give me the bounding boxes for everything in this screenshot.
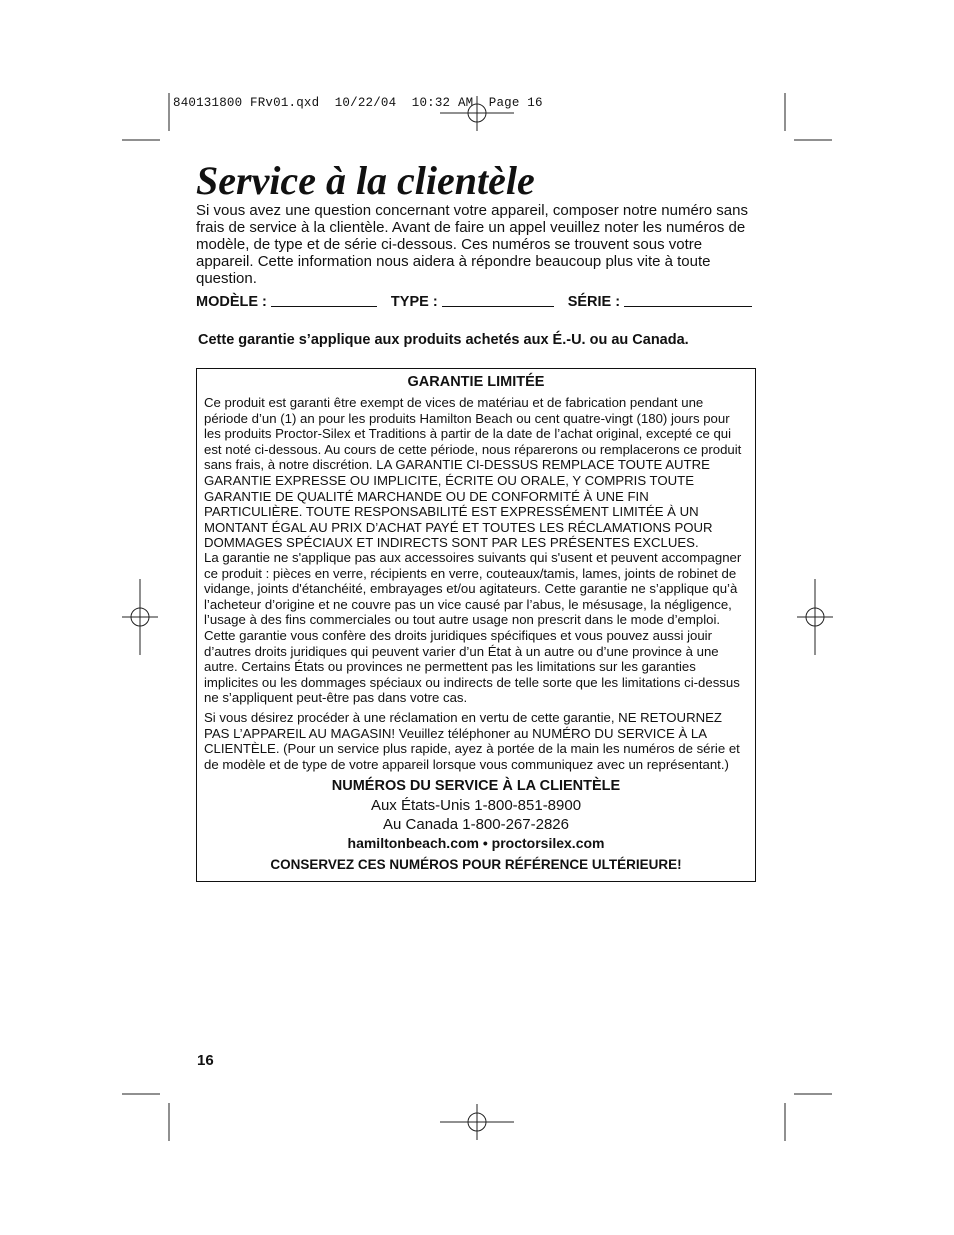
canada-phone-line: Au Canada 1-800-267-2826 xyxy=(383,816,569,833)
type-label: TYPE : xyxy=(390,294,438,310)
model-label: MODÈLE : xyxy=(196,294,267,310)
type-blank xyxy=(442,294,554,307)
warranty-paragraph-1: Ce produit est garanti être exempt de vices de matériau et de fabrication pendant une période d’un (1) an pour les produits Hamilton Beach ou cent quatre-vingt (180) jours pour les produits Proctor-Silex et Traditions à partir de la date de l’achat original, excepté ce qui est noté ci-dessous. Au cours de cette période, nous réparerons ou remplacerons ce produit sans frais, à notre discrétion. LA GARANTIE CI-DESSUS REMPLACE TOUTE AUTRE GARANTIE EXPRESSE OU IMPLICITE, ÉCRITE OU ORALE, Y COMPRIS TOUTE GARANTIE DE QUALITÉ MARCHANDE OU DE CONFORMITÉ À UNE FIN PARTICULIÈRE. TOUTE RESPONSABILITÉ EST EXPRESSÉMENT LIMITÉE À UN MONTANT ÉGAL AU PRIX D’ACHAT PAYÉ ET TOUTES LES RÉCLAMATIONS POUR DOMMAGES SPÉCIAUX ET INDIRECTS SONT PAR LES PRÉSENTES EXCLUES. xyxy=(204,395,742,551)
serial-blank xyxy=(624,294,752,307)
print-slug: 840131800 FRv01.qxd 10/22/04 10:32 AM Page 16 xyxy=(173,96,543,110)
warranty-scope-note: Cette garantie s’applique aux produits achetés aux É.-U. ou au Canada. xyxy=(198,332,689,348)
intro-paragraph: Si vous avez une question concernant votre appareil, composer notre numéro sans frais de service à la clientèle. Avant de faire un appel veuillez noter les numéros de modèle, de type et de série ci-dessous. Ces numéros se trouvent sous votre appareil. Cette information nous aidera à répondre beaucoup plus vite à toute question. xyxy=(196,202,748,287)
product-number-fields xyxy=(196,294,762,310)
us-phone-line: Aux États-Unis 1-800-851-8900 xyxy=(370,797,582,814)
service-numbers-title: NUMÉROS DU SERVICE À LA CLIENTÈLE xyxy=(331,778,621,794)
warranty-paragraph-2: La garantie ne s'applique pas aux accessoires suivants qui s'usent et peuvent accompagner ce produit : pièces en verre, récipients en verre, couteaux/tamis, lames, joints de robinet de vidange, joints d'étanchéité, embrayages et/ou agitateurs. Cette garantie ne s’applique qu’à l’acheteur d’origine et ne couvre pas un vice causé par l’abus, le mésusage, la négligence, l’usage à des fins commerciales ou tout autre usage non prescrit dans le mode d’emploi. Cette garantie vous confère des droits juridiques spécifiques et vous pouvez aussi jouir d’autres droits juridiques qui peuvent varier d’un État à un autre ou d’une province à une autre. Certains États ou provinces ne permettent pas les limitations sur les garanties implicites ou les dommages spéciaux ou indirects de telle sorte que les limitations ci-dessus ne s’appliquent peut-être pas dans votre cas. xyxy=(204,550,742,706)
page-number: 16 xyxy=(197,1052,214,1069)
serial-label: SÉRIE : xyxy=(567,294,621,310)
keep-numbers-note: CONSERVEZ CES NUMÉROS POUR RÉFÉRENCE ULTÉRIEURE! xyxy=(270,857,682,872)
page-title: Service à la clientèle xyxy=(196,158,535,203)
warranty-paragraph-3: Si vous désirez procéder à une réclamation en vertu de cette garantie, NE RETOURNEZ PAS L’APPAREIL AU MAGASIN! Veuillez téléphoner au NUMÉRO DU SERVICE À LA CLIENTÈLE. (Pour un service plus rapide, ayez à portée de la main les numéros de série et de modèle et de type de votre appareil lorsque vous communiquez avec un représentant.) xyxy=(204,710,740,772)
websites-line: hamiltonbeach.com • proctorsilex.com xyxy=(347,835,605,851)
model-blank xyxy=(271,294,377,307)
warranty-title: GARANTIE LIMITÉE xyxy=(407,374,545,390)
